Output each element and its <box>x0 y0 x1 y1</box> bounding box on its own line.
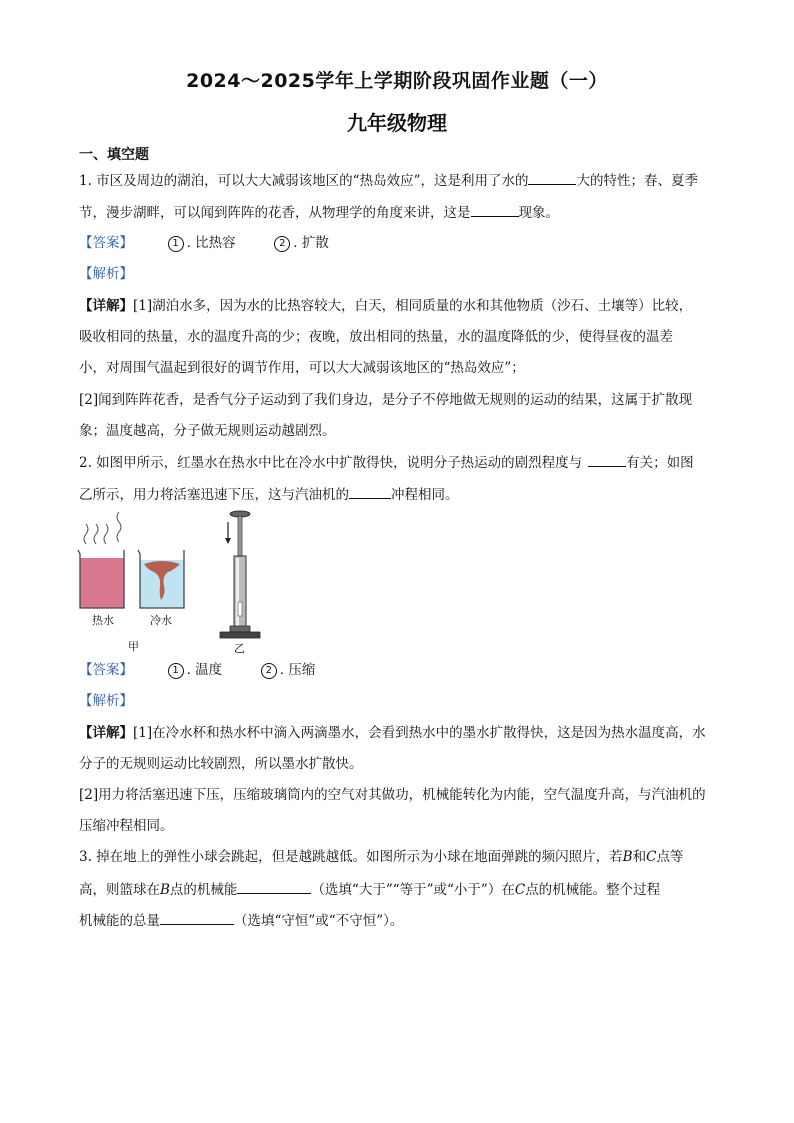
tube-base-collar <box>230 626 250 632</box>
page-title: 2024～2025学年上学期阶段巩固作业题（一） <box>186 70 608 92</box>
circled-number: 2 <box>274 236 290 252</box>
q2-text-2a: 乙所示，用力将活塞迅速下压，这与汽油机的 <box>79 487 349 503</box>
q1-detail-5: 象；温度越高，分子做无规则运动越剧烈。 <box>79 423 336 439</box>
point-c-label: C <box>514 882 526 898</box>
answer-tag: 【答案】 <box>79 662 133 678</box>
analysis-tag: 【解析】 <box>79 693 133 709</box>
q3-line-3 <box>79 910 729 931</box>
steam-icon <box>94 524 98 544</box>
label-cold-water: 冷水 <box>150 614 172 627</box>
q2-detail-4: 压缩冲程相同。 <box>79 818 174 834</box>
analysis-tag: 【解析】 <box>79 266 133 282</box>
q1-answer-1: . 比热容 <box>186 235 236 251</box>
steam-icon <box>104 524 108 544</box>
detail-tag: 【详解】 <box>79 725 133 741</box>
steam-icon <box>84 524 88 544</box>
q1-blank-2[interactable] <box>471 202 519 217</box>
q2-text-1a: 2. 如图甲所示，红墨水在热水中比在冷水中扩散得快，说明分子热运动的剧烈程度与 <box>79 455 583 471</box>
q2-blank-2[interactable] <box>349 484 391 499</box>
q1-text-1b: 大的特性；春、夏季 <box>576 173 698 189</box>
q2-answer-1: . 温度 <box>186 662 223 678</box>
circled-number: 1 <box>168 663 184 679</box>
circled-number: 1 <box>168 236 184 252</box>
glass-tube <box>234 556 246 628</box>
label-yi: 乙 <box>234 642 245 655</box>
q2-figure <box>74 508 274 656</box>
q3-line-2 <box>79 879 729 900</box>
q3-text-2c: （选填“大于”“等于”或“小于”）在 <box>311 882 515 898</box>
cotton-wad <box>238 602 242 616</box>
section-title: 一、填空题 <box>79 147 149 163</box>
q2-detail-1 <box>79 723 729 743</box>
q1-detail-3: 小，对周围气温起到很好的调节作用，可以大大减弱该地区的“热岛效应”； <box>79 360 525 376</box>
label-hot-water: 热水 <box>92 614 114 627</box>
tube-base <box>220 632 260 638</box>
q1-blank-1[interactable] <box>528 170 576 185</box>
q1-text-1a: 1. 市区及周边的湖泊，可以大大减弱该地区的“热岛效应”，这是利用了水的 <box>79 173 529 189</box>
q1-answer-2: . 扩散 <box>293 235 329 251</box>
q1-detail-text: [1]湖泊水多，因为水的比热容较大，白天，相同质量的水和其他物质（沙石、土壤等）比较， <box>133 298 693 314</box>
q1-detail-2: 吸收相同的热量，水的温度升高的少；夜晚，放出相同的热量，水的温度降低的少，使得昼夜的温差 <box>79 329 673 345</box>
q2-detail-3: [2]用力将活塞迅速下压，压缩玻璃筒内的空气对其做功，机械能转化为内能，空气温度升高，与汽油机的 <box>79 787 706 803</box>
q3-text-he: 和 <box>632 849 647 865</box>
q3-text-1-end: 点等 <box>656 849 684 865</box>
point-c-label: C <box>646 849 657 865</box>
q1-answer <box>79 233 729 253</box>
q2-text-2b: 冲程相同。 <box>391 487 459 503</box>
point-b-label: B <box>622 849 633 865</box>
q2-line-2 <box>79 484 729 505</box>
hot-water-ink <box>80 558 124 608</box>
page-subtitle: 九年级物理 <box>347 111 447 135</box>
q1-text-2b: 现象。 <box>518 205 559 221</box>
steam-icon <box>117 512 121 542</box>
q2-analysis <box>79 691 729 711</box>
q3-blank-2[interactable] <box>160 910 234 925</box>
q1-detail-4: [2]闻到阵阵花香，是香气分子运动到了我们身边，是分子不停地做无规则的运动的结果，这属于扩散现 <box>79 392 693 408</box>
q2-detail-text: [1]在冷水杯和热水杯中滴入两滴墨水，会看到热水中的墨水扩散得快，这是因为热水温度高，水 <box>133 725 706 741</box>
q1-text-2a: 节，漫步湖畔，可以闻到阵阵的花香，从物理学的角度来讲，这是 <box>79 205 471 221</box>
q3-text-3a: 机械能的总量 <box>79 913 160 929</box>
circled-number: 2 <box>261 663 277 679</box>
q2-answer <box>79 660 729 680</box>
q3-text-1: 3. 掉在地上的弹性小球会跳起，但是越跳越低。如图所示为小球在地面弹跳的频闪照片，若 <box>79 849 623 865</box>
piston-rod <box>238 516 242 556</box>
q2-text-1b: 有关；如图 <box>626 455 694 471</box>
q1-analysis <box>79 264 729 284</box>
q2-answer-2: . 压缩 <box>279 662 316 678</box>
q3-blank-1[interactable] <box>237 879 311 894</box>
q2-blank-1[interactable] <box>588 452 626 467</box>
q3-text-3b: （选填“守恒”或“不守恒”）。 <box>234 913 404 929</box>
point-b-label: B <box>160 882 170 898</box>
detail-tag: 【详解】 <box>79 298 133 314</box>
q3-text-2a: 高，则篮球在 <box>79 882 160 898</box>
q2-detail-2: 分子的无规则运动比较剧烈，所以墨水扩散快。 <box>79 756 363 772</box>
q1-line-2 <box>79 202 729 223</box>
q3-line-1 <box>79 847 729 867</box>
q1-line-1 <box>79 170 729 191</box>
label-jia: 甲 <box>128 640 139 653</box>
q1-detail-1 <box>79 296 729 316</box>
q2-line-1 <box>79 452 729 473</box>
beakers-and-syringe-figure <box>74 508 274 656</box>
down-arrow-head-icon <box>225 538 231 544</box>
q3-text-2d: 点的机械能。整个过程 <box>525 882 661 898</box>
answer-tag: 【答案】 <box>79 235 133 251</box>
q3-text-2b: 点的机械能 <box>169 882 238 898</box>
